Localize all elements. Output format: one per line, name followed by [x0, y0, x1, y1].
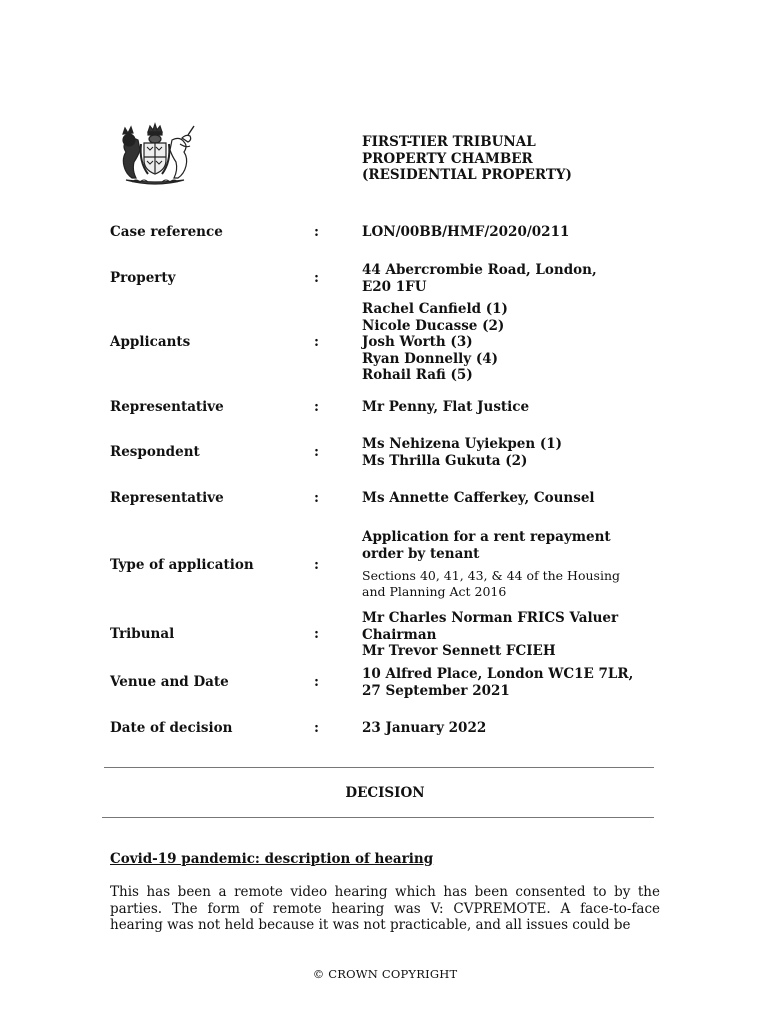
decision-title: DECISION	[345, 785, 425, 801]
divider-top	[104, 767, 654, 768]
royal-coat-of-arms-crest	[108, 122, 202, 188]
court-heading	[362, 134, 572, 184]
separator: :	[314, 674, 319, 690]
venue-and-date-value	[362, 666, 662, 699]
separator: :	[314, 444, 319, 460]
applicants-label: Applicants	[110, 334, 191, 350]
separator: :	[314, 720, 319, 736]
separator: :	[314, 224, 319, 240]
tribunal-member: Chairman	[362, 626, 437, 643]
hearing-description-paragraph: This has been a remote video hearing which has been consented to by the parties. The form of remote hearing was V: CVPREMOTE. A face-to-face hearing was not held because it was not practicable, and all issues could be	[110, 884, 660, 933]
tribunal-label: Tribunal	[110, 626, 175, 642]
type-of-application-label: Type of application	[110, 557, 254, 573]
case-reference-text: LON/00BB/HMF/2020/0211	[362, 224, 570, 240]
property-value	[362, 262, 662, 295]
court-heading-line: PROPERTY CHAMBER	[362, 150, 533, 167]
representative-value	[362, 399, 662, 416]
applicant-name: Rachel Canfield (1)	[362, 301, 508, 317]
case-reference-value	[362, 224, 662, 241]
representative-text: Mr Penny, Flat Justice	[362, 399, 530, 415]
applicant-name: Nicole Ducasse (2)	[362, 317, 505, 334]
date-of-decision-label: Date of decision	[110, 720, 233, 736]
respondent-label: Respondent	[110, 444, 200, 460]
application-type-line: Application for a rent repayment	[362, 529, 611, 545]
tribunal-member: Mr Trevor Sennett FCIEH	[362, 643, 556, 659]
representative-label: Representative	[110, 490, 224, 506]
court-heading-line: FIRST-TIER TRIBUNAL	[362, 134, 536, 150]
applicant-name: Josh Worth (3)	[362, 334, 473, 350]
date-of-decision-value	[362, 720, 662, 737]
separator: :	[314, 557, 319, 573]
applicant-name: Rohail Rafi (5)	[362, 367, 473, 383]
property-line: 44 Abercrombie Road, London,	[362, 262, 597, 278]
separator: :	[314, 626, 319, 642]
venue-and-date-label: Venue and Date	[110, 674, 229, 690]
statute-line: Sections 40, 41, 43, & 44 of the Housing	[362, 568, 620, 583]
court-heading-line: (RESIDENTIAL PROPERTY)	[362, 167, 572, 183]
applicants-value	[362, 301, 662, 384]
separator: :	[314, 399, 319, 415]
separator: :	[314, 270, 319, 286]
tribunal-member: Mr Charles Norman FRICS Valuer	[362, 610, 619, 626]
representative-label: Representative	[110, 399, 224, 415]
representative-text: Ms Annette Cafferkey, Counsel	[362, 490, 595, 506]
statute-line: and Planning Act 2016	[362, 584, 507, 599]
representative-value	[362, 490, 662, 507]
divider-bottom	[102, 817, 654, 818]
property-line: E20 1FU	[362, 278, 427, 295]
respondent-name: Ms Nehizena Uyiekpen (1)	[362, 436, 563, 452]
application-type-line: order by tenant	[362, 545, 480, 562]
venue-line: 27 September 2021	[362, 682, 510, 699]
section-heading: Covid-19 pandemic: description of hearing	[110, 851, 434, 867]
type-of-application-value	[362, 529, 662, 600]
respondent-name: Ms Thrilla Gukuta (2)	[362, 452, 528, 469]
respondent-value	[362, 436, 662, 469]
separator: :	[314, 490, 319, 506]
separator: :	[314, 334, 319, 350]
case-reference-label: Case reference	[110, 224, 223, 240]
applicant-name: Ryan Donnelly (4)	[362, 350, 498, 367]
crown-copyright-footer: © CROWN COPYRIGHT	[312, 967, 458, 981]
property-label: Property	[110, 270, 176, 286]
date-of-decision-text: 23 January 2022	[362, 720, 487, 736]
application-statute-reference	[362, 568, 662, 600]
venue-line: 10 Alfred Place, London WC1E 7LR,	[362, 666, 634, 682]
tribunal-value	[362, 610, 662, 660]
